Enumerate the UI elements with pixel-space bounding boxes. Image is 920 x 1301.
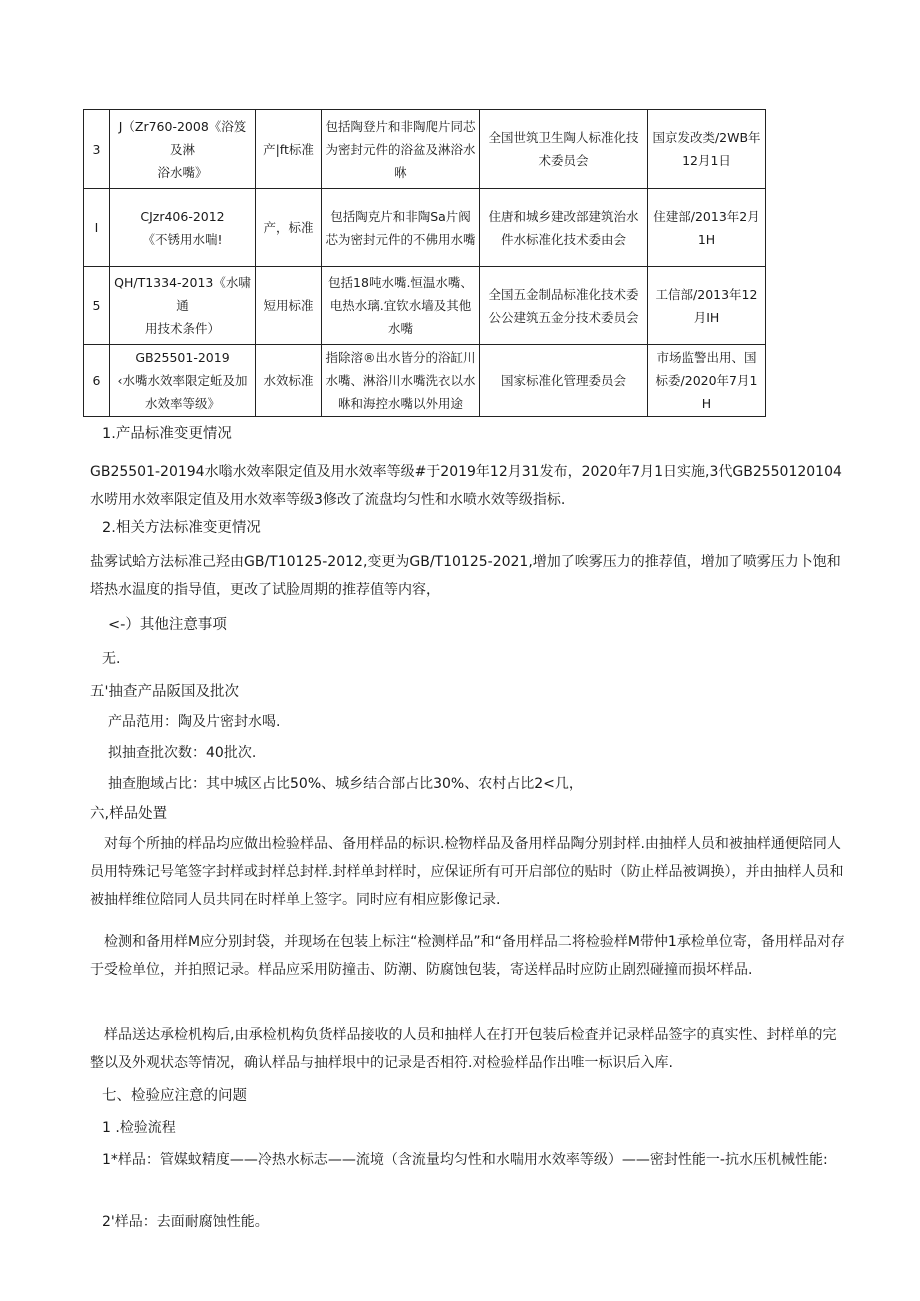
section-heading-product-scope: 五'抽查产品阪国及批次 [90,684,239,700]
section-heading-inspection-flow: 1 .检验流程 [102,1120,176,1136]
standard-org: 住唐和城乡建改部建筑治水件水标准化技术委由会 [480,189,648,267]
paragraph-standard-change: GB25501-20194水嗡水效率限定值及用水效率等级#于2019年12月31发布，2020年7月1日实施,3代GB2550120104水唠用水效率限定值及用水效率等级3修改了流盘均匀性和水喷水效等级指标. [90,464,842,508]
standard-scope: 指除溶®出水皆分的浴缸川水嘴、淋浴川水嘴洗衣以水咻和海控水嘴以外用途 [322,345,480,417]
standard-type: 产，标准 [256,189,322,267]
section-heading-method-change: 2.相关方法标准变更情况 [102,520,261,536]
paragraph-method-change: 盐雾试蛤方法标准己羟由GB/T10125-2012,变更为GB/T10125-2021,增加了唉雾压力的推荐值，增加了喷雾压力卜饱和塔热水温度的指导值，更改了试脸周期的推荐值等内容， [90,554,841,598]
standard-name: GB25501-2019 ‹水嘴水效率限定蚯及加水效率等级》 [110,345,256,417]
section-heading-standard-change: 1.产品标准变更情况 [102,426,232,442]
table-row [84,110,766,189]
table-row [84,267,766,345]
paragraph-sample-packing: 检测和备用样M应分别封袋，并现场在包装上标注“检测样品”和“备用样品二将检验样M带仲1承检单位寄，备用样品对存于受检单位，并拍照记录。样品应采用防撞击、防潮、防腐蚀包装，寄送样品时应防止剧烈碰撞而损坏样品. [90,934,845,978]
paragraph-sample-marking: 对每个所抽的样品均应做出检验样品、备用样品的标识.检物样品及备用样品陶分别封样.由抽样人员和被抽样通便陪同人员用特殊记号笔签字封样或封样总封样.封样单封样时，应保证所有可开启部位的贴时（防止样品被调换），并由抽样人员和被抽样维位陪同人员共同在时样单上签字。同时应有相应影像记录. [90,836,844,908]
row-number: I [84,189,110,267]
paragraph-sample-1-flow: 1*样品：管媒蚊精度——冷热水标志——流境（含流量均匀性和水喘用水效率等级）——密封性能一-抗水压机械性能: [102,1152,828,1168]
paragraph-sample-2-flow: 2'样品：去面耐腐蚀性能。 [102,1214,269,1230]
standard-org: 全国世筑卫生陶人标准化技术委员会 [480,110,648,189]
row-number: 6 [84,345,110,417]
section-heading-inspection-notes: 七、检验应注意的问题 [102,1088,247,1104]
table-row [84,345,766,417]
standard-name: CJzr406-2012 《不锈用水喘! [110,189,256,267]
standard-dept: 住建部/2013年2月1H [648,189,766,267]
standards-table [83,109,766,417]
standard-name: QH/T1334-2013《水啸通 用技术条件） [110,267,256,345]
table-row [84,189,766,267]
paragraph-sample-receipt: 样品送达承检机构后,由承检机构负货样品接收的人员和抽样人在打开包装后检査并记录样品签字的真实性、封样单的完整以及外观状态等情况，确认样品与抽样垠中的记录是否相符.对检验样品作出唯一标识后入库. [90,1027,837,1071]
paragraph-other-notes: 无. [102,651,121,667]
paragraph-product-range: 产品范用：陶及片密封水喝. [108,714,281,730]
standard-dept: 市场监警出用、国标委/2020年7月1H [648,345,766,417]
paragraph-batch-count: 拟抽查批次数：40批次. [108,745,257,761]
standard-scope: 包括陶登片和非陶爬片同芯为密封元件的浴盆及淋浴水咻 [322,110,480,189]
standard-type: 短用标准 [256,267,322,345]
standard-dept: 国京发改类/2WB年12月1日 [648,110,766,189]
standard-org: 国家标准化管理委员会 [480,345,648,417]
standard-name: J（Zr760-2008《浴笈及淋 浴水嘴》 [110,110,256,189]
standard-type: 水效标准 [256,345,322,417]
standard-scope: 包括18吨水嘴.恒温水嘴、电热水璃.宜钦水墙及其他水嘴 [322,267,480,345]
paragraph-region-share: 抽查胞域占比：其中城区占比50%、城乡结合部占比30%、农村占比2<几， [108,776,583,792]
row-number: 3 [84,110,110,189]
standard-scope: 包括陶克片和非陶Sa片阀芯为密封元件的不佛用水嘴 [322,189,480,267]
section-heading-other-notes: <-）其他注意事项 [108,617,227,633]
standard-dept: 工信部/2013年12月IH [648,267,766,345]
standard-org: 全国五金制品标准化技术委公公建筑五金分技术委员会 [480,267,648,345]
row-number: 5 [84,267,110,345]
section-heading-sample-handling: 六,样品处置 [90,806,168,822]
standard-type: 产|ft标准 [256,110,322,189]
